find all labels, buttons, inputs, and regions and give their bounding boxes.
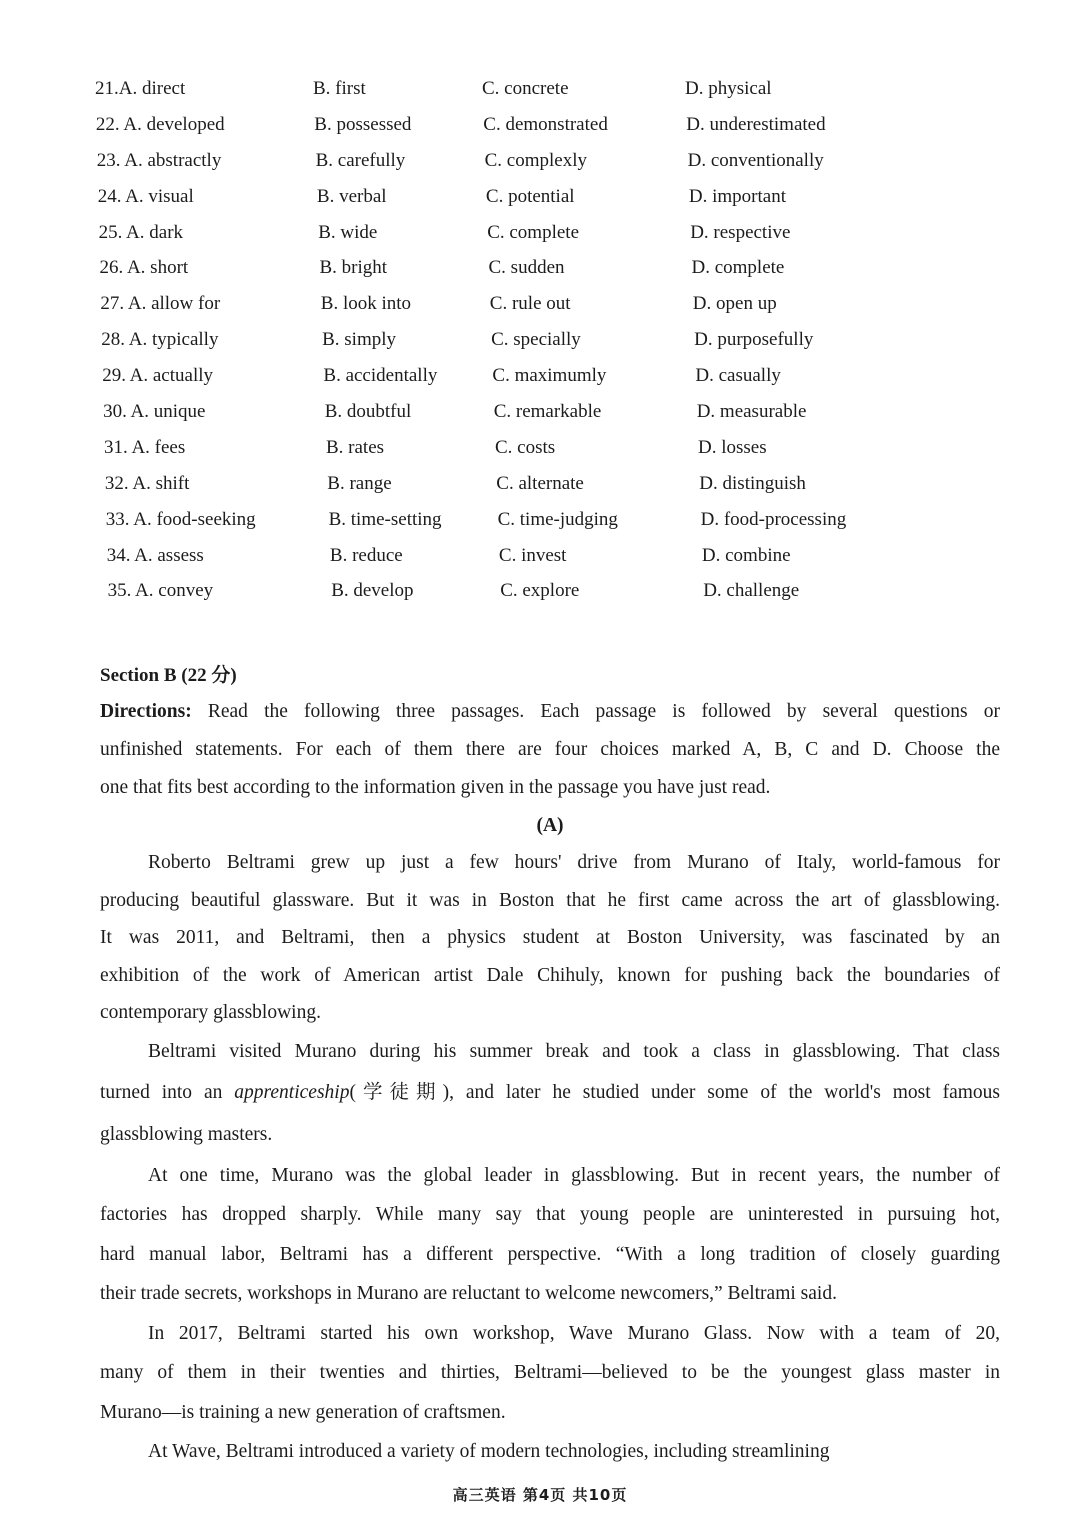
option-b: B. carefully [315,149,406,171]
option-c: C. costs [495,436,556,458]
option-a: 28. A. typically [101,329,219,351]
option-a: 21.A. direct [95,78,186,99]
option-c: C. complexly [484,149,587,171]
option-row [0,78,1080,114]
paragraph-2 [100,1031,1000,1156]
option-a: 29. A. actually [102,365,213,387]
italic-term: apprenticeship [234,1081,350,1103]
directions-text: one that fits best according to the information given in the passage you have just read. [100,777,771,798]
option-c: C. invest [498,544,567,566]
text-line: their trade secrets, workshops in Murano are reluctant to welcome newcomers,” Beltrami said. [100,1283,837,1305]
option-a: 22. A. developed [95,113,225,135]
option-row [0,186,1080,222]
text-line: exhibition of the work of American artist Dale Chihuly, known for pushing back the boundaries of [100,964,1000,986]
option-c: C. remarkable [493,401,602,423]
paragraph-4 [100,1314,1000,1433]
section-title: Section B (22 分) [100,665,237,686]
option-d: D. measurable [696,401,807,423]
paragraph-3 [100,1156,1000,1314]
option-d: D. purposefully [694,329,814,351]
text-line: It was 2011, and Beltrami, then a physics student at Boston University, was fascinated by an [100,927,1000,949]
option-a: 33. A. food-seeking [105,508,256,530]
option-d: D. distinguish [699,472,806,494]
text-span: (学徒期), and later he studied under some of the world's most famous [349,1081,1000,1103]
text-span: turned into an [100,1081,235,1103]
option-c: C. complete [487,221,579,243]
paragraph-1 [100,844,1000,1032]
option-b: B. accidentally [323,365,438,387]
option-row [0,222,1080,258]
option-b: B. simply [322,329,396,351]
option-row [0,509,1080,545]
option-c: C. maximumly [492,365,607,387]
option-d: D. physical [685,78,772,99]
option-c: C. rule out [489,293,571,315]
option-b: B. reduce [329,544,403,566]
passage-a [100,844,1000,1472]
option-c: C. sudden [488,257,565,279]
text-line: Murano—is training a new generation of craftsmen. [100,1401,506,1423]
option-a: 23. A. abstractly [96,149,222,171]
option-b: B. bright [319,257,388,279]
option-b: B. look into [320,293,412,315]
option-b: B. doubtful [324,401,412,423]
option-b: B. develop [331,580,414,602]
option-a: 30. A. unique [103,401,206,423]
option-a: 32. A. shift [104,472,190,494]
option-row [0,114,1080,150]
option-d: D. food-processing [700,508,847,530]
option-b: B. rates [326,436,385,458]
option-d: D. casually [695,365,781,387]
option-c: C. concrete [482,78,569,99]
text-line [100,1072,1000,1114]
text-line: producing beautiful glassware. But it was in Boston that he first came across the art of glassblowing. [100,889,1000,911]
directions [100,693,1000,845]
option-c: C. alternate [496,472,584,494]
option-a: 25. A. dark [98,221,184,243]
option-b: B. first [313,78,366,99]
directions-text: unfinished statements. For each of them there are four choices marked A, B, C and D. Choose the [100,739,1000,760]
option-b: B. time-setting [328,508,442,530]
paragraph-5 [100,1432,1000,1472]
text-line: At Wave, Beltrami introduced a variety of modern technologies, including streamlining [148,1441,830,1463]
option-a: 27. A. allow for [100,293,221,315]
option-d: D. underestimated [686,113,826,135]
page-footer: 高三英语 第4页 共10页 [452,1486,628,1504]
option-b: B. range [327,472,392,494]
option-a: 31. A. fees [104,436,186,458]
option-row [0,545,1080,581]
text-line: factories has dropped sharply. While many say that young people are uninterested in pursuing hot, [100,1204,1000,1226]
directions-label: Directions: [100,701,192,722]
text-line: Roberto Beltrami grew up just a few hours' drive from Murano of Italy, world-famous for [148,852,1000,873]
option-d: D. open up [692,293,777,315]
option-row [0,365,1080,401]
text-line: contemporary glassblowing. [100,1002,321,1024]
option-row [0,329,1080,365]
option-row [0,257,1080,293]
option-c: C. specially [491,329,581,351]
option-b: B. possessed [314,113,412,135]
option-c: C. demonstrated [483,113,608,135]
option-d: D. complete [691,257,785,279]
option-row [0,401,1080,437]
option-d: D. combine [701,544,791,566]
option-row [0,473,1080,509]
option-d: D. respective [690,221,791,243]
text-line: Beltrami visited Murano during his summer break and took a class in glassblowing. That class [148,1040,1000,1062]
cloze-options [0,78,1080,616]
text-line: glassblowing masters. [100,1123,273,1145]
option-d: D. challenge [703,580,800,602]
option-b: B. verbal [316,185,387,207]
text-line: At one time, Murano was the global leader in glassblowing. But in recent years, the number of [148,1164,1000,1186]
option-c: C. potential [485,185,575,207]
option-d: D. losses [698,436,767,458]
option-a: 26. A. short [99,257,189,279]
text-line: many of them in their twenties and thirties, Beltrami—believed to be the youngest glass master in [100,1362,1000,1384]
option-a: 35. A. convey [107,580,214,602]
option-c: C. time-judging [497,508,618,530]
text-line: In 2017, Beltrami started his own workshop, Wave Murano Glass. Now with a team of 20, [148,1322,1000,1344]
directions-text: Read the following three passages. Each passage is followed by several questions or [191,701,1000,722]
option-row [0,437,1080,473]
text-line: hard manual labor, Beltrami has a different perspective. “With a long tradition of closely guarding [100,1243,1000,1265]
option-c: C. explore [500,580,580,602]
option-row [0,580,1080,616]
option-a: 34. A. assess [106,544,204,566]
option-row [0,293,1080,329]
option-row [0,150,1080,186]
option-d: D. important [688,185,786,207]
passage-label: (A) [536,815,564,836]
option-d: D. conventionally [687,149,824,171]
option-b: B. wide [318,221,378,243]
option-a: 24. A. visual [97,185,194,207]
